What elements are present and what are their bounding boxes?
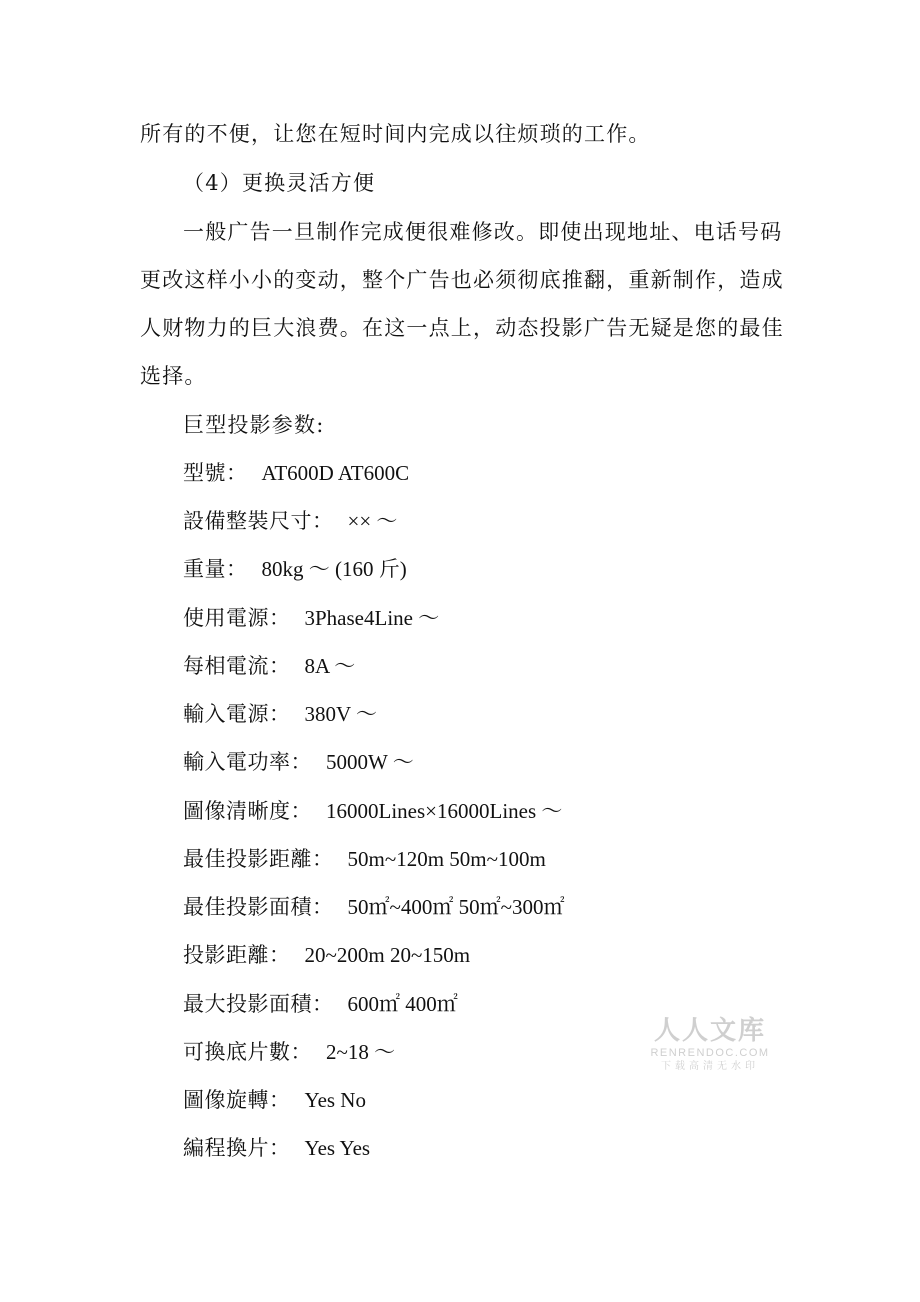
specs-title: 巨型投影参数: xyxy=(183,413,325,437)
spec-value: 3Phase4Line ～ xyxy=(304,606,440,630)
paragraph-continuation: 所有的不便，让您在短时间内完成以往烦琐的工作。 xyxy=(140,122,651,146)
spec-value: 8A ～ xyxy=(304,654,356,678)
spec-label: 設備整裝尺寸： xyxy=(183,509,334,533)
body-line-4: 选择。 xyxy=(140,364,207,388)
section-heading: （4）更换灵活方便 xyxy=(183,171,376,195)
spec-row xyxy=(183,747,414,777)
spec-label: 最佳投影距離： xyxy=(183,847,334,871)
body-line-1: 一般广告一旦制作完成便很难修改。即使出现地址、电话号码 xyxy=(183,220,783,244)
spec-row xyxy=(183,796,562,826)
spec-label: 圖像旋轉： xyxy=(183,1088,291,1112)
spec-value: 50㎡~400㎡ 50㎡~300㎡ xyxy=(347,895,565,919)
spec-label: 投影距離： xyxy=(183,943,291,967)
spec-row xyxy=(183,506,397,536)
spec-value: Yes No xyxy=(304,1088,366,1112)
spec-value: Yes Yes xyxy=(304,1136,371,1160)
spec-row xyxy=(183,603,439,633)
watermark-note: 下载高清无水印 xyxy=(661,1061,759,1072)
spec-label: 輸入電功率： xyxy=(183,750,312,774)
spec-label: 使用電源： xyxy=(183,606,291,630)
spec-value: AT600D AT600C xyxy=(261,461,410,485)
spec-value: 2~18 ～ xyxy=(326,1040,396,1064)
spec-value: 380V ～ xyxy=(304,702,378,726)
spec-label: 型號： xyxy=(183,461,248,485)
spec-label: 重量： xyxy=(183,557,248,581)
spec-label: 可換底片數： xyxy=(183,1040,312,1064)
spec-row xyxy=(183,699,377,729)
spec-value: 20~200m 20~150m xyxy=(304,943,471,967)
spec-row xyxy=(183,554,407,584)
spec-value: 80kg ～ (160 斤) xyxy=(261,557,407,581)
spec-label: 編程換片： xyxy=(183,1136,291,1160)
spec-label: 圖像清晰度： xyxy=(183,799,312,823)
spec-row xyxy=(183,892,564,922)
spec-value: 16000Lines×16000Lines ～ xyxy=(326,799,563,823)
spec-row xyxy=(183,1037,395,1067)
spec-value: 600㎡ 400㎡ xyxy=(347,992,458,1016)
watermark-logo xyxy=(648,1016,772,1073)
spec-row xyxy=(183,989,458,1019)
spec-row xyxy=(183,940,470,970)
spec-label: 每相電流： xyxy=(183,654,291,678)
spec-row xyxy=(183,651,355,681)
spec-label: 最佳投影面積： xyxy=(183,895,334,919)
spec-value: 5000W ～ xyxy=(326,750,414,774)
watermark-domain: RENRENDOC.COM xyxy=(650,1047,770,1059)
spec-label: 最大投影面積： xyxy=(183,992,334,1016)
body-line-3: 人财物力的巨大浪费。在这一点上，动态投影广告无疑是您的最佳 xyxy=(140,316,784,340)
body-line-2: 更改这样小小的变动，整个广告也必须彻底推翻，重新制作，造成 xyxy=(140,268,784,292)
spec-row xyxy=(183,844,546,874)
spec-row xyxy=(183,1133,370,1163)
spec-value: 50m~120m 50m~100m xyxy=(347,847,546,871)
spec-label: 輸入電源： xyxy=(183,702,291,726)
spec-value: ×× ～ xyxy=(347,509,398,533)
spec-row xyxy=(183,1085,366,1115)
spec-row xyxy=(183,458,409,488)
watermark-title: 人人文库 xyxy=(653,1016,766,1046)
